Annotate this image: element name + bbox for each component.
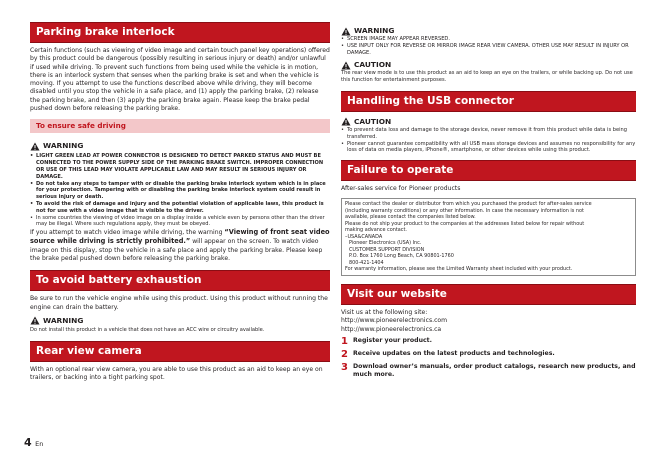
website-url[interactable]: http://www.pioneerelectronics.com (341, 317, 448, 325)
step-item (341, 363, 636, 379)
box-line: Pioneer Electronics (USA) Inc. (349, 240, 422, 247)
rear-caution-text: The rear view mode is to use this product as an aid to keep an eye on the trailers, or while backing up. Do not use this function for entertainment purposes. (341, 70, 633, 84)
step-item (341, 350, 636, 360)
website-intro: Visit us at the following site: (341, 308, 428, 316)
step-text: Receive updates on the latest products and technologies. (353, 349, 555, 357)
parking-brake-body: Certain functions (such as viewing of video image and certain touch panel key operations) offered by this product could be dangerous (possibly resulting in serious injury or death) and/or unlawful if used while driving. To prevent such functions from being used while the vehicle is in motion, there is an interlock system that senses when the parking brake is set and when the vehicle is moving. If you attempt to use the functions described above while driving, they will become disabled until you stop the vehicle in a safe place, and (1) apply the parking brake, (2) release the parking brake, and then (3) apply the parking brake again. Please keep the brake pedal pushed down before releasing the parking brake. (30, 47, 330, 113)
website-url[interactable]: http://www.pioneerelectronics.ca (341, 325, 442, 333)
section-heading-rear-view: Rear view camera (30, 341, 330, 362)
box-line: Please do not ship your product to the companies at the addresses listed below for repair without (345, 220, 585, 227)
battery-warning-text: Do not install this product in a vehicle that does not have an ACC wire or circuitry available. (30, 326, 265, 333)
warning-icon (30, 142, 40, 151)
section-heading-website: Visit our website (341, 284, 636, 305)
after-sales-box (341, 198, 636, 276)
warning-icon (341, 27, 351, 36)
battery-warning-title (30, 316, 330, 326)
caution-title-text: CAUTION (354, 116, 392, 126)
box-line: (including warranty conditions) or any other information. In case the necessary information is not (345, 207, 584, 214)
right-column (341, 26, 636, 379)
warning-title-text: WARNING (43, 315, 84, 325)
failure-body: After-sales service for Pioneer products (341, 185, 461, 193)
battery-body: Be sure to run the vehicle engine while using this product. Using this product without running the engine can drain the battery. (30, 295, 328, 311)
warning-title-text: WARNING (43, 141, 84, 151)
after-text-post: will appear on the screen. To watch video image on this display, stop the vehicle in a safe place and apply the parking brake. Please keep the brake pedal pushed down before releasing the parking brake. (30, 238, 323, 263)
list-item: • USE INPUT ONLY FOR REVERSE OR MIRROR IMAGE REAR VIEW CAMERA. OTHER USE MAY RESULT IN INJURY OR DAMAGE. (341, 43, 636, 57)
box-line: P.O. Box 1760 Long Beach, CA 90801-1760 (349, 253, 454, 260)
box-line: CUSTOMER SUPPORT DIVISION (349, 246, 425, 253)
parking-warning-list (30, 153, 330, 228)
subheading-safe-driving: To ensure safe driving (30, 119, 330, 133)
caution-icon (341, 117, 351, 126)
box-line: 800-421-1404 (349, 259, 384, 266)
list-item: • To avoid the risk of damage and injury and the potential violation of applicable laws, this product is not for use with a video image that is visible to the driver. (30, 201, 330, 215)
page-number-value: 4 (24, 436, 32, 449)
caution-title-text: CAUTION (354, 60, 392, 70)
box-line: making advance contact. (345, 227, 407, 234)
list-item: • Pioneer cannot guarantee compatibility with all USB mass storage devices and assumes no responsibility for any loss of data on media players, iPhone®, smartphone, or other devices while using this product. (341, 141, 636, 155)
box-line: available, please contact the companies listed below. (345, 214, 476, 221)
step-item (341, 337, 636, 347)
rear-warning-list (341, 36, 636, 56)
step-number: 1 (341, 335, 348, 347)
step-text: Download owner’s manuals, order product catalogs, research new products, and much more. (353, 362, 636, 378)
section-heading-parking-brake: Parking brake interlock (30, 22, 330, 43)
rear-warning-title (341, 26, 636, 36)
warning-icon (30, 316, 40, 325)
after-text-pre: If you attempt to watch video image while driving, the warning (30, 229, 225, 237)
list-item: • LIGHT GREEN LEAD AT POWER CONNECTOR IS DESIGNED TO DETECT PARKED STATUS AND MUST BE CONNECTED TO THE POWER SUPPLY SIDE OF THE PARKING BRAKE SWITCH. IMPROPER CONNECTION OR USE OF THIS LEAD MAY VIOLATE APPLICABLE LAW AND MAY RESULT IN SERIOUS INJURY OR DAMAGE. (30, 153, 330, 180)
rear-view-body: With an optional rear view camera, you are able to use this product as an aid to keep an eye on trailers, or backing into a tight parking spot. (30, 365, 323, 382)
after-text-bold: “Viewing of front seat video source while driving is strictly prohibited.” (30, 228, 330, 246)
box-line: –USA&CANADA (345, 233, 383, 240)
parking-brake-after-text (30, 228, 330, 263)
warning-title-text: WARNING (354, 26, 395, 35)
rear-caution-title (341, 60, 636, 70)
usb-caution-list (341, 127, 636, 154)
list-item: • SCREEN IMAGE MAY APPEAR REVERSED. (341, 36, 636, 43)
list-item: • To prevent data loss and damage to the storage device, never remove it from this product while data is being transferred. (341, 127, 636, 141)
step-number: 3 (341, 361, 348, 373)
step-number: 2 (341, 348, 348, 360)
list-item: • In some countries the viewing of video image on a display inside a vehicle even by persons other than the driver may be illegal. Where such regulations apply, they must be obeyed. (30, 215, 330, 229)
box-line: For warranty information, please see the Limited Warranty sheet included with your product. (345, 266, 573, 273)
step-text: Register your product. (353, 336, 432, 344)
parking-warning-title (30, 141, 330, 151)
usb-caution-title (341, 117, 636, 127)
list-item: • Do not take any steps to tamper with or disable the parking brake interlock system which is in place for your protection. Tampering with or disabling the parking brake interlock system could result in serious injury or death. (30, 181, 330, 201)
section-heading-usb: Handling the USB connector (341, 91, 636, 112)
section-heading-failure: Failure to operate (341, 160, 636, 181)
section-heading-battery: To avoid battery exhaustion (30, 270, 330, 291)
page-language: En (35, 440, 44, 448)
page-number (24, 436, 43, 449)
box-line: Please contact the dealer or distributor from which you purchased the product for after-sales service (345, 201, 592, 208)
left-column (30, 22, 330, 382)
caution-icon (341, 61, 351, 70)
